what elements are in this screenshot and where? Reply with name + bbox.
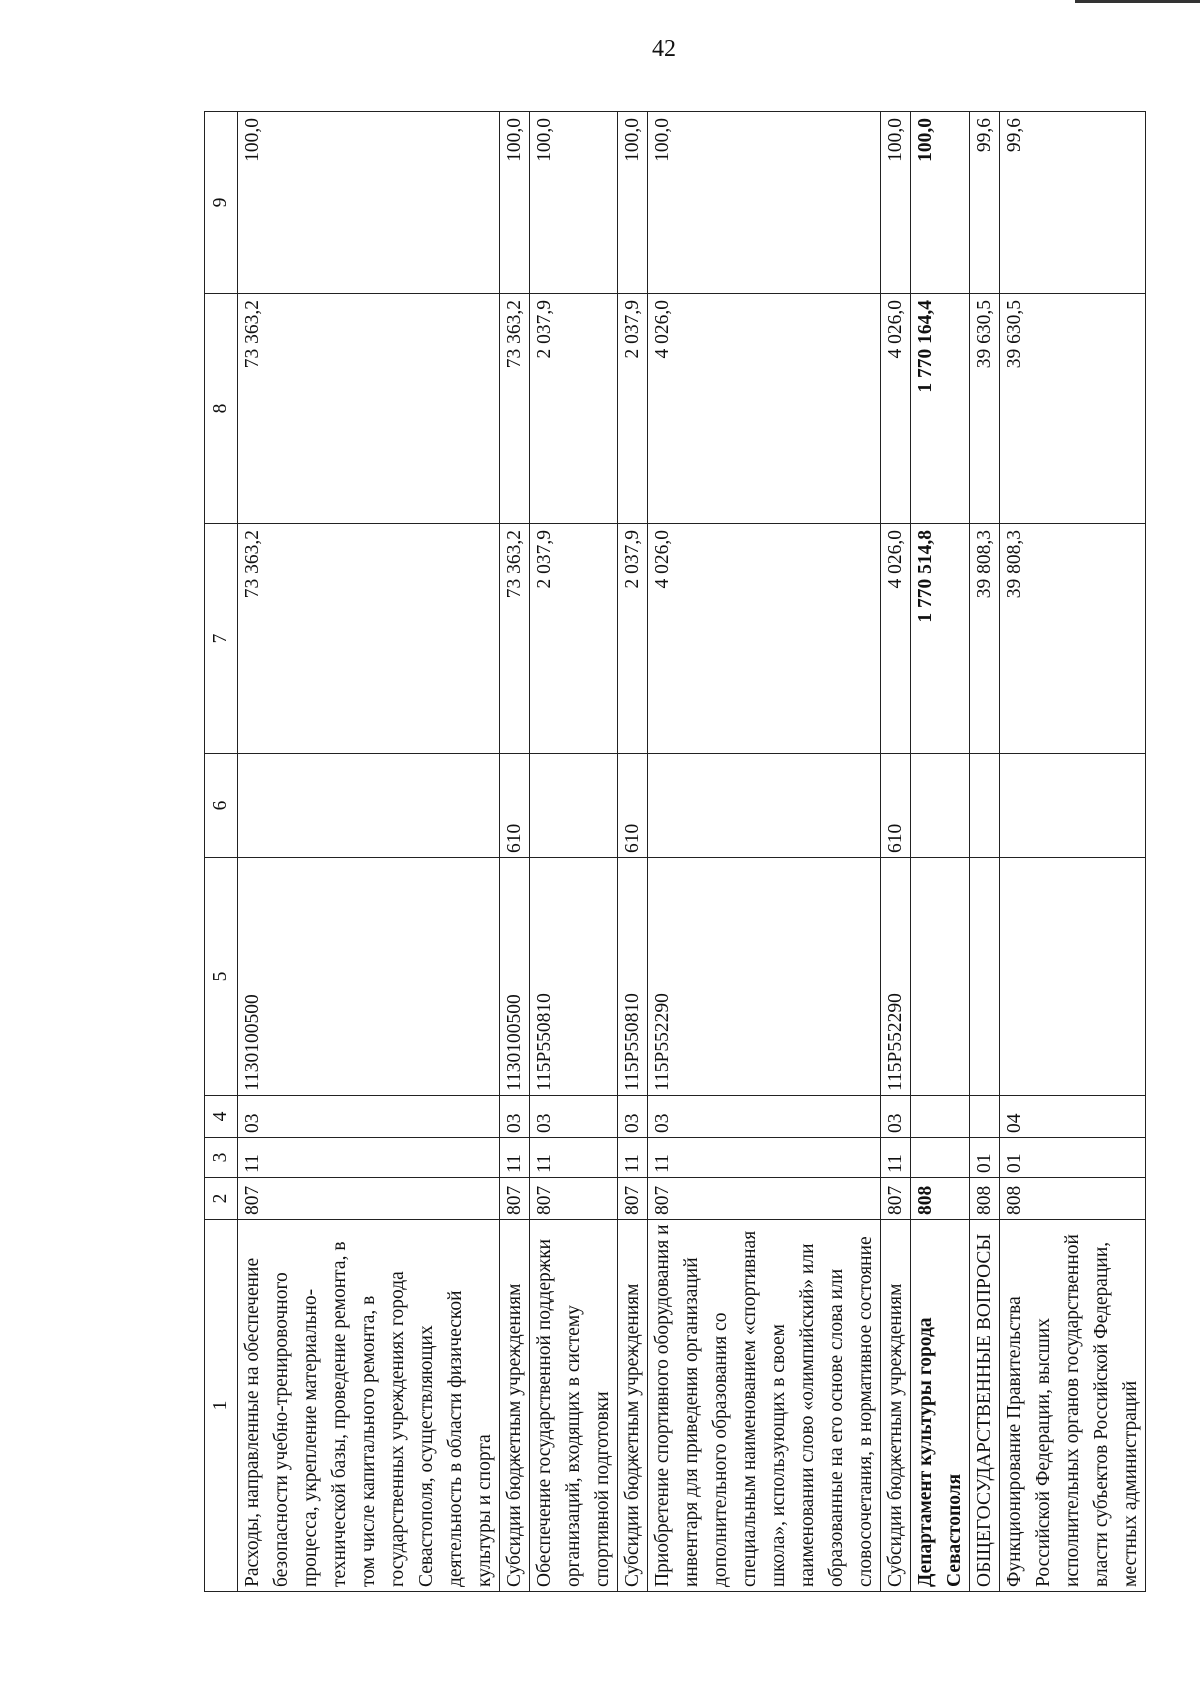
rotated-table-container	[204, 112, 1141, 1592]
table-cell-col7: 39 808,3	[1000, 524, 1146, 754]
header-cell-7: 7	[205, 524, 238, 754]
table-cell-col9: 100,0	[530, 112, 618, 294]
table-cell-col3: 01	[1000, 1138, 1146, 1178]
table-cell-col1: Функционирование Правительства Российской Федерации, высших исполнительных органов государственной власти субъектов Российской Федерации, местных администраций	[1000, 1220, 1146, 1592]
table-cell-col3: 11	[238, 1138, 500, 1178]
table-cell-col1: Субсидии бюджетным учреждениям	[881, 1220, 911, 1592]
table-cell-col2: 807	[648, 1178, 881, 1220]
table-cell-col9: 100,0	[618, 112, 648, 294]
header-cell-1: 1	[205, 1220, 238, 1592]
table-cell-col6: 610	[881, 754, 911, 858]
page-number: 42	[652, 36, 676, 62]
table-cell-col8: 2 037,9	[530, 294, 618, 524]
table-cell-col7: 2 037,9	[530, 524, 618, 754]
table-cell-col7: 73 363,2	[500, 524, 530, 754]
table-cell-col5: 115Р552290	[648, 858, 881, 1096]
table-row	[618, 112, 648, 1592]
table-cell-col3: 11	[530, 1138, 618, 1178]
table-row	[970, 112, 1000, 1592]
table-cell-col8: 39 630,5	[970, 294, 1000, 524]
table-cell-col2: 807	[238, 1178, 500, 1220]
table-cell-col6: 610	[500, 754, 530, 858]
table-cell-col9: 99,6	[1000, 112, 1146, 294]
header-cell-6: 6	[205, 754, 238, 858]
table-cell-col1: Обеспечение государственной поддержки организаций, входящих в систему спортивной подготовки	[530, 1220, 618, 1592]
header-cell-3: 3	[205, 1138, 238, 1178]
table-cell-col1: Субсидии бюджетным учреждениям	[500, 1220, 530, 1592]
header-row	[205, 112, 238, 1592]
table-cell-col7: 1 770 514,8	[911, 524, 970, 754]
table-cell-col9: 100,0	[881, 112, 911, 294]
table-cell-col2: 807	[618, 1178, 648, 1220]
table-cell-col3	[911, 1138, 970, 1178]
table-cell-col6	[1000, 754, 1146, 858]
header-cell-2: 2	[205, 1178, 238, 1220]
table-cell-col2: 808	[911, 1178, 970, 1220]
table-cell-col4: 03	[648, 1096, 881, 1138]
budget-table	[204, 111, 1146, 1592]
header-cell-5: 5	[205, 858, 238, 1096]
table-cell-col8: 1 770 164,4	[911, 294, 970, 524]
table-cell-col5: 1130100500	[238, 858, 500, 1096]
top-rule	[1075, 0, 1200, 3]
table-cell-col3: 11	[500, 1138, 530, 1178]
table-cell-col9: 100,0	[911, 112, 970, 294]
table-cell-col8: 73 363,2	[500, 294, 530, 524]
table-cell-col5	[1000, 858, 1146, 1096]
table-cell-col1: Приобретение спортивного оборудования и инвентаря для приведения организаций дополнительного образования со специальным наименованием «спортивная школа», использующих в своем наименовании слово «олимпийский» или образованные на его основе слова или словосочетания, в нормативное состояние	[648, 1220, 881, 1592]
table-cell-col9: 100,0	[500, 112, 530, 294]
table-cell-col5: 1130100500	[500, 858, 530, 1096]
table-cell-col3: 11	[648, 1138, 881, 1178]
table-cell-col4: 03	[530, 1096, 618, 1138]
table-cell-col4: 03	[500, 1096, 530, 1138]
header-cell-8: 8	[205, 294, 238, 524]
table-cell-col3: 01	[970, 1138, 1000, 1178]
table-row	[1000, 112, 1146, 1592]
table-cell-col2: 808	[970, 1178, 1000, 1220]
table-cell-col1: Расходы, направленные на обеспечение безопасности учебно-тренировочного процесса, укрепление материально-технической базы, проведение ремонта, в том числе капитального ремонта, в государственных учреждениях города Севастополя, осуществляющих деятельность в области физической культуры и спорта	[238, 1220, 500, 1592]
table-cell-col5	[911, 858, 970, 1096]
table-cell-col7: 4 026,0	[881, 524, 911, 754]
table-cell-col6	[648, 754, 881, 858]
table-cell-col3: 11	[618, 1138, 648, 1178]
table-cell-col7: 39 808,3	[970, 524, 1000, 754]
table-cell-col6	[970, 754, 1000, 858]
table-cell-col2: 807	[881, 1178, 911, 1220]
table-cell-col4	[970, 1096, 1000, 1138]
table-row	[500, 112, 530, 1592]
table-cell-col6	[911, 754, 970, 858]
table-cell-col6	[530, 754, 618, 858]
header-cell-4: 4	[205, 1096, 238, 1138]
table-cell-col4: 03	[238, 1096, 500, 1138]
table-cell-col1: Субсидии бюджетным учреждениям	[618, 1220, 648, 1592]
table-cell-col1: Департамент культуры города Севастополя	[911, 1220, 970, 1592]
header-cell-9: 9	[205, 112, 238, 294]
table-cell-col2: 807	[500, 1178, 530, 1220]
table-cell-col4	[911, 1096, 970, 1138]
table-cell-col9: 100,0	[648, 112, 881, 294]
table-cell-col3: 11	[881, 1138, 911, 1178]
table-cell-col8: 73 363,2	[238, 294, 500, 524]
table-cell-col2: 807	[530, 1178, 618, 1220]
table-row	[238, 112, 500, 1592]
table-cell-col8: 2 037,9	[618, 294, 648, 524]
table-cell-col7: 4 026,0	[648, 524, 881, 754]
table-row	[648, 112, 881, 1592]
table-row	[911, 112, 970, 1592]
table-cell-col5	[970, 858, 1000, 1096]
table-row	[881, 112, 911, 1592]
table-cell-col1: ОБЩЕГОСУДАРСТВЕННЫЕ ВОПРОСЫ	[970, 1220, 1000, 1592]
table-cell-col9: 99,6	[970, 112, 1000, 294]
table-cell-col7: 73 363,2	[238, 524, 500, 754]
table-cell-col5: 115Р550810	[618, 858, 648, 1096]
table-cell-col6	[238, 754, 500, 858]
table-cell-col9: 100,0	[238, 112, 500, 294]
table-cell-col4: 04	[1000, 1096, 1146, 1138]
table-cell-col7: 2 037,9	[618, 524, 648, 754]
table-cell-col5: 115Р552290	[881, 858, 911, 1096]
table-cell-col4: 03	[881, 1096, 911, 1138]
table-cell-col6: 610	[618, 754, 648, 858]
table-cell-col4: 03	[618, 1096, 648, 1138]
table-cell-col8: 4 026,0	[648, 294, 881, 524]
table-cell-col5: 115Р550810	[530, 858, 618, 1096]
table-row	[530, 112, 618, 1592]
table-cell-col8: 4 026,0	[881, 294, 911, 524]
table-cell-col2: 808	[1000, 1178, 1146, 1220]
table-cell-col8: 39 630,5	[1000, 294, 1146, 524]
